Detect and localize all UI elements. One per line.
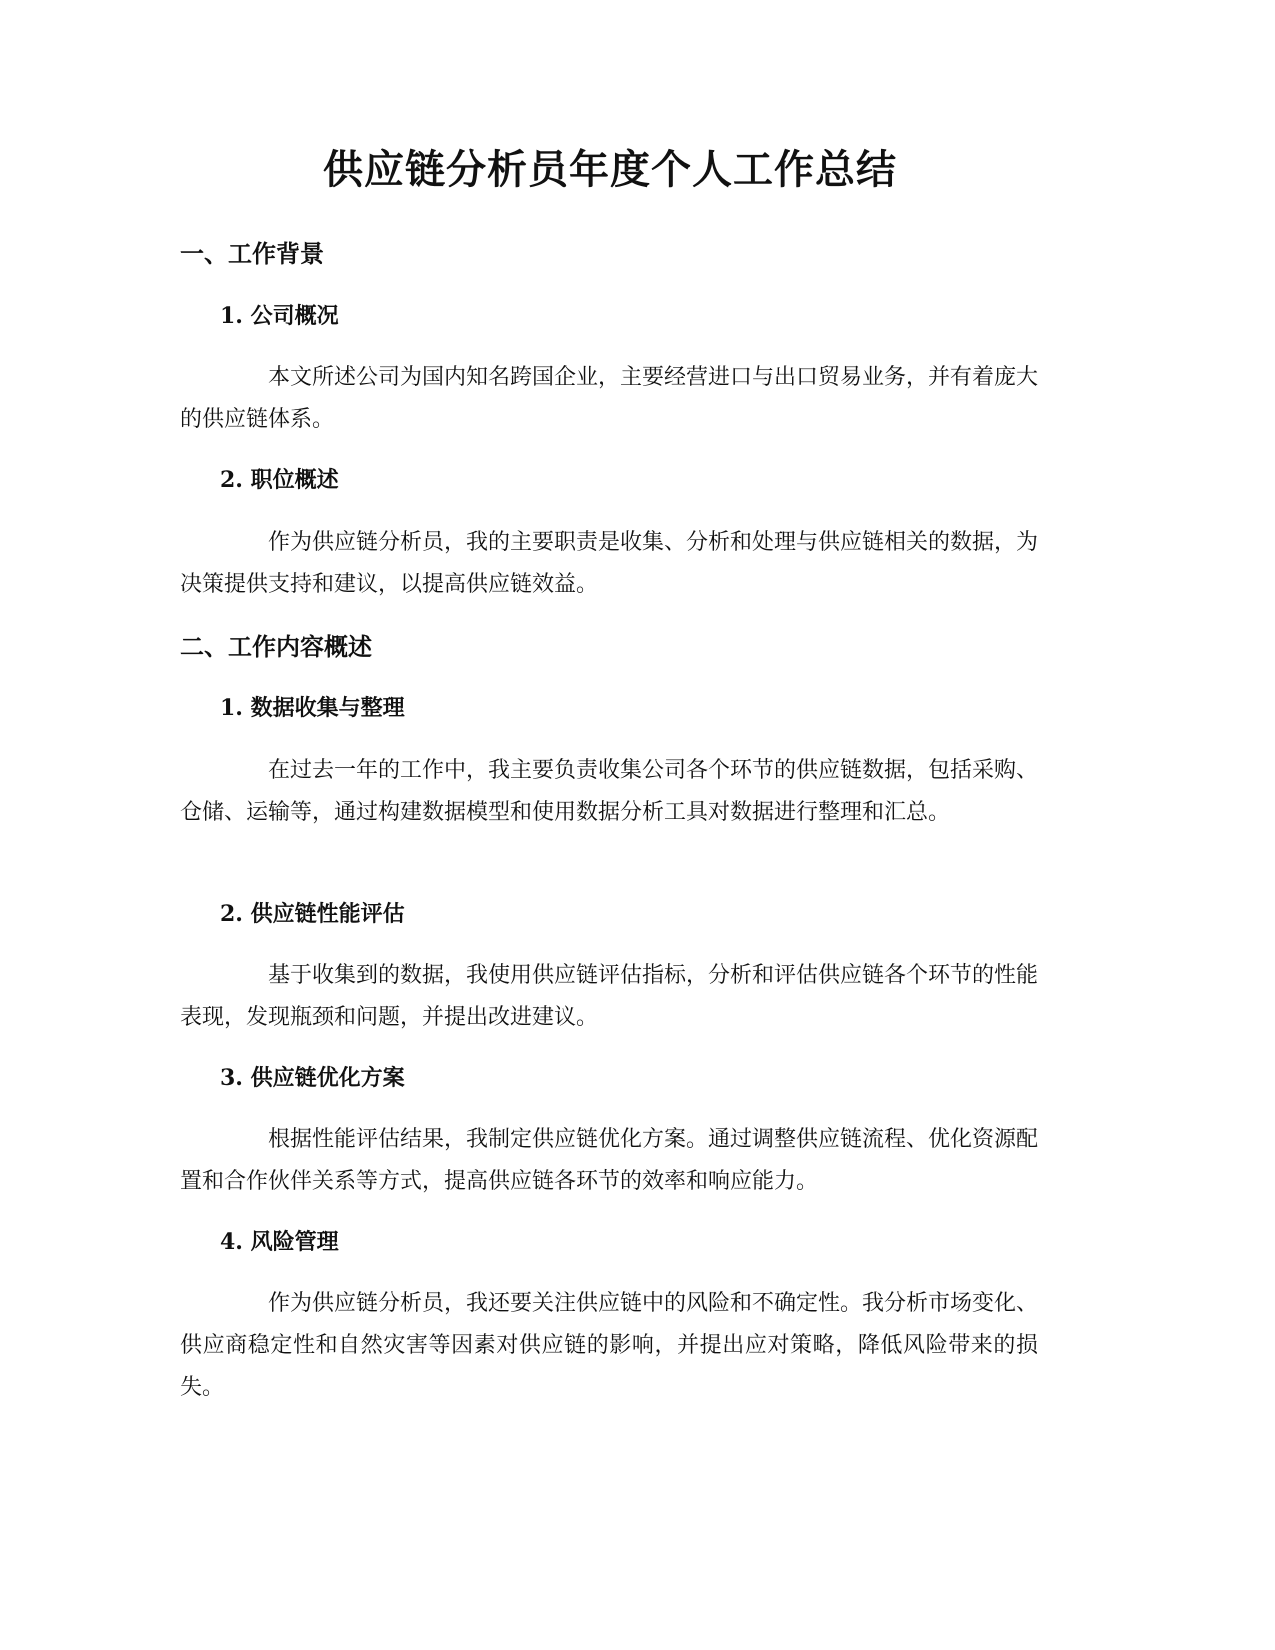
paragraph-company-overview: 本文所述公司为国内知名跨国企业，主要经营进口与出口贸易业务，并有着庞大的供应链体系。 — [180, 365, 1039, 432]
subheading-company-overview: 1. 公司概况 — [220, 303, 339, 329]
paragraph-performance-evaluation: 基于收集到的数据，我使用供应链评估指标，分析和评估供应链各个环节的性能表现，发现瓶颈和问题，并提出改进建议。 — [180, 963, 1039, 1030]
paragraph-risk-management: 作为供应链分析员，我还要关注供应链中的风险和不确定性。我分析市场变化、供应商稳定性和自然灾害等因素对供应链的影响，并提出应对策略，降低风险带来的损失。 — [180, 1291, 1039, 1400]
subheading-position-overview: 2. 职位概述 — [220, 467, 339, 493]
section-heading-background: 一、工作背景 — [180, 240, 324, 268]
subheading-performance-evaluation: 2. 供应链性能评估 — [220, 901, 405, 927]
paragraph-data-collection: 在过去一年的工作中，我主要负责收集公司各个环节的供应链数据，包括采购、仓储、运输等，通过构建数据模型和使用数据分析工具对数据进行整理和汇总。 — [180, 758, 1039, 825]
section-heading-work-content: 二、工作内容概述 — [180, 633, 372, 661]
paragraph-position-overview: 作为供应链分析员，我的主要职责是收集、分析和处理与供应链相关的数据，为决策提供支持和建议，以提高供应链效益。 — [180, 530, 1039, 597]
document-title: 供应链分析员年度个人工作总结 — [323, 147, 897, 193]
subheading-optimization-plan: 3. 供应链优化方案 — [220, 1065, 405, 1091]
subheading-risk-management: 4. 风险管理 — [220, 1229, 339, 1255]
subheading-data-collection: 1. 数据收集与整理 — [220, 695, 405, 721]
paragraph-optimization-plan: 根据性能评估结果，我制定供应链优化方案。通过调整供应链流程、优化资源配置和合作伙伴关系等方式，提高供应链各环节的效率和响应能力。 — [180, 1127, 1039, 1194]
